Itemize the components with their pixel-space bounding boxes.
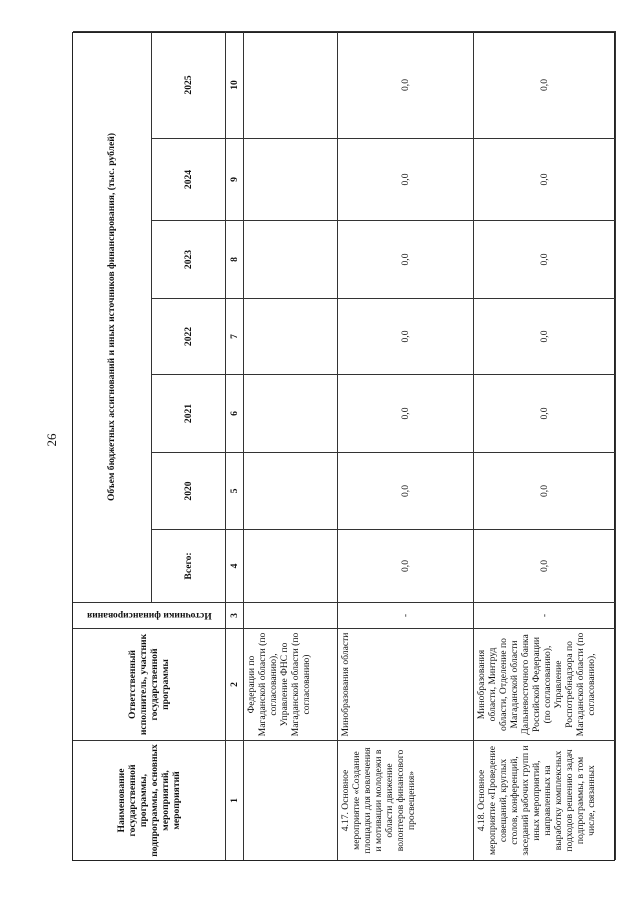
column-number: 5 (226, 452, 244, 529)
row-value: 0,0 (474, 220, 616, 298)
header-year: 2022 (152, 298, 226, 374)
header-year: 2024 (152, 138, 226, 220)
row-source (244, 602, 338, 628)
row-value: 0,0 (338, 220, 474, 298)
column-number: 4 (226, 529, 244, 602)
row-value: 0,0 (338, 452, 474, 529)
row-executor: Минобразования области, Минтруд области, Отделение по Магаданской области Дальневосточного банка Российской Федерации (по согласованию), Управление Роспотребнадзора по Магаданской области (по согласованию), (474, 628, 616, 740)
header-year: 2023 (152, 220, 226, 298)
row-value (244, 529, 338, 602)
header-year: 2025 (152, 31, 226, 138)
row-value (244, 452, 338, 529)
column-number: 10 (226, 31, 244, 138)
column-number: 2 (226, 628, 244, 740)
header-year: 2020 (152, 452, 226, 529)
column-number: 1 (226, 740, 244, 860)
row-source: - (338, 602, 474, 628)
row-value (244, 298, 338, 374)
column-number: 3 (226, 602, 244, 628)
row-value: 0,0 (338, 138, 474, 220)
header-executor: Ответственный исполнитель, участник государственной программы (73, 628, 226, 740)
row-value: 0,0 (474, 529, 616, 602)
row-source: - (474, 602, 616, 628)
row-value: 0,0 (338, 374, 474, 452)
row-name: 4.18. Основное мероприятие «Проведение совещаний, круглых столов, конференций, заседаний рабочих групп и иных мероприятий, направленных на выработку комплексных подходов решению задач подпрограммы, в том числе, связанных (474, 740, 616, 860)
row-executor: Минобразования области (338, 628, 474, 740)
row-value: 0,0 (474, 374, 616, 452)
header-name: Наименование государственной программы, подпрограммы, основных мероприятий, мероприятий (73, 740, 226, 860)
row-value (244, 220, 338, 298)
header-funding-group: Объем бюджетных ассигнований и иных источников финансирования, (тыс. рублей) (73, 31, 152, 602)
row-value: 0,0 (474, 31, 616, 138)
row-value: 0,0 (338, 529, 474, 602)
header-source (73, 602, 226, 628)
column-number: 7 (226, 298, 244, 374)
row-value (244, 138, 338, 220)
header-year: 2021 (152, 374, 226, 452)
row-value: 0,0 (338, 298, 474, 374)
row-value: 0,0 (474, 138, 616, 220)
column-number: 6 (226, 374, 244, 452)
row-name (244, 740, 338, 860)
row-value (244, 31, 338, 138)
header-source-text: Источники финансирования (86, 610, 212, 622)
header-year: Всего: (152, 529, 226, 602)
row-value: 0,0 (474, 298, 616, 374)
row-value: 0,0 (338, 31, 474, 138)
column-number: 8 (226, 220, 244, 298)
page-number: 26 (44, 433, 59, 447)
row-value: 0,0 (474, 452, 616, 529)
row-value (244, 374, 338, 452)
financing-table (72, 32, 615, 861)
column-number: 9 (226, 138, 244, 220)
row-name: 4.17. Основное мероприятие «Создание площадки для вовлечения и мотивации молодежи в области движение волонтеров финансового просвещения» (338, 740, 474, 860)
row-executor: Федерации по Магаданской области (по согласованию), Управление ФНС по Магаданской области (по согласованию) (244, 628, 338, 740)
